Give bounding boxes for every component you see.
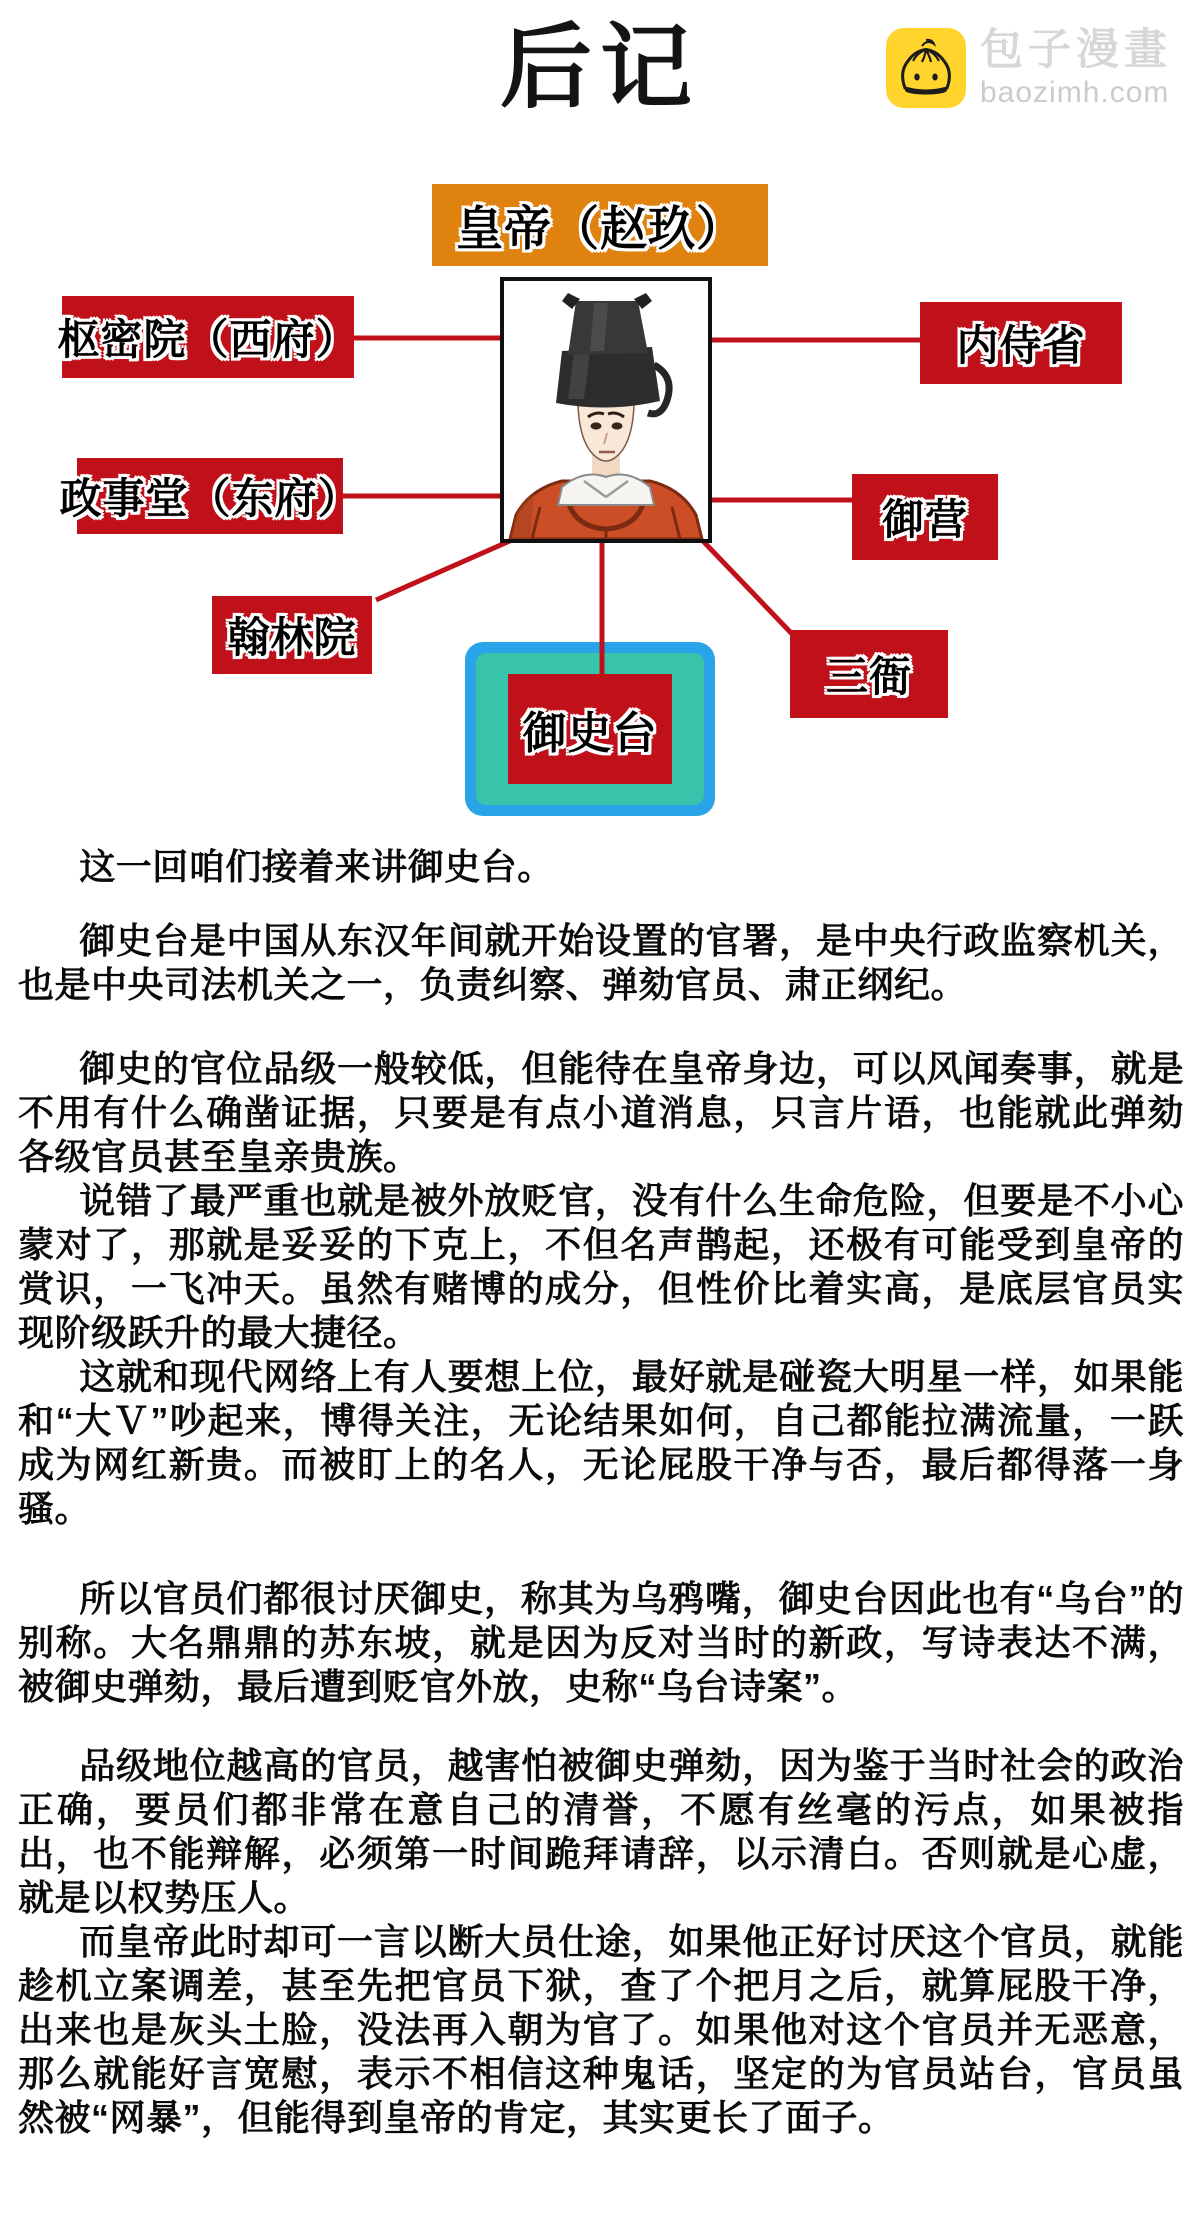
emperor-portrait (500, 277, 712, 543)
watermark-brand: 包子漫畫 (980, 26, 1172, 74)
node-emperor: 皇帝（赵玖） (432, 184, 768, 266)
article-paragraph: 这就和现代网络上有人要想上位，最好就是碰瓷大明星一样，如果能和“大Ｖ”吵起来，博得关注，无论结果如何，自己都能拉满流量，一跃成为网红新贵。而被盯上的名人，无论屁股干净与否，最后都得落一身骚。 (18, 1356, 1184, 1529)
node-sanya: 三衙 (790, 630, 948, 718)
node-hanlinyuan: 翰林院 (212, 596, 372, 674)
baozi-bun-icon (886, 28, 966, 108)
page-title: 后记 (499, 17, 700, 119)
watermark-logo (886, 28, 1172, 110)
node-shumiyuan: 枢密院（西府） (62, 296, 354, 378)
afterword-article (18, 845, 1184, 2140)
node-yuying: 御营 (852, 474, 998, 560)
portrait-hat-upper (568, 301, 648, 355)
article-paragraph: 所以官员们都很讨厌御史，称其为乌鸦嘴，御史台因此也有“乌台”的别称。大名鼎鼎的苏东坡，就是因为反对当时的新政，写诗表达不满，被御史弹劾，最后遭到贬官外放，史称“乌台诗案”。 (18, 1578, 1184, 1707)
watermark-text (980, 28, 1172, 110)
article-paragraph: 而皇帝此时却可一言以断大员仕途，如果他正好讨厌这个官员，就能趁机立案调差，甚至先把官员下狱，查了个把月之后，就算屁股干净，出来也是灰头土脸，没法再入朝为官了。如果他对这个官员并无恶意，那么就能好言宽慰，表示不相信这种鬼话，坚定的为官员站台，官员虽然被“网暴”，但能得到皇帝的肯定，其实更长了面子。 (18, 1921, 1184, 2138)
article-paragraph: 御史台是中国从东汉年间就开始设置的官署，是中央行政监察机关，也是中央司法机关之一，负责纠察、弹劾官员、肃正纲纪。 (18, 920, 1184, 1005)
node-yushitai: 御史台 (508, 674, 672, 784)
article-paragraph: 说错了最严重也就是被外放贬官，没有什么生命危险，但要是不小心蒙对了，那就是妥妥的下克上，不但名声鹊起，还极有可能受到皇帝的赏识，一飞冲天。虽然有赌博的成分，但性价比着实高，是底层官员实现阶级跃升的最大捷径。 (18, 1180, 1184, 1353)
watermark-domain: baozimh.com (980, 76, 1170, 110)
node-zhengshitang: 政事堂（东府） (77, 458, 343, 534)
article-paragraph: 品级地位越高的官员，越害怕被御史弹劾，因为鉴于当时社会的政治正确，要员们都非常在意自己的清誉，不愿有丝毫的污点，如果被指出，也不能辩解，必须第一时间跪拜请辞，以示清白。否则就是心虚，就是以权势压人。 (18, 1745, 1184, 1918)
portrait-collar (558, 475, 654, 505)
article-paragraph: 这一回咱们接着来讲御史台。 (79, 846, 554, 887)
article-paragraph: 御史的官位品级一般较低，但能待在皇帝身边，可以风闻奏事，就是不用有什么确凿证据，只要是有点小道消息，只言片语，也能就此弹劾各级官员甚至皇亲贵族。 (18, 1048, 1184, 1177)
node-neishisheng: 内侍省 (920, 302, 1122, 384)
